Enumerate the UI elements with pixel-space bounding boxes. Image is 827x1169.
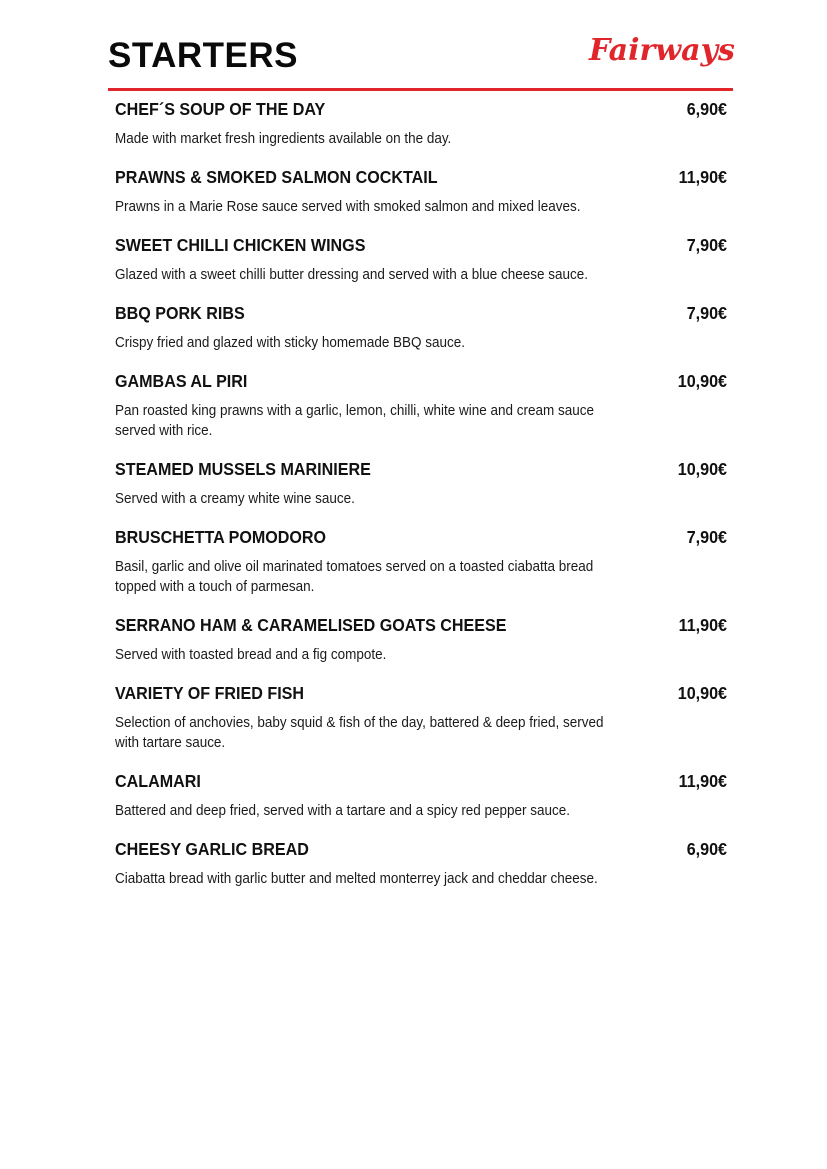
menu-item-header bbox=[115, 234, 727, 256]
menu-item-header bbox=[115, 302, 727, 324]
menu-item-name: BRUSCHETTA POMODORO bbox=[115, 527, 327, 547]
menu-item bbox=[115, 770, 727, 821]
menu-item-price: 11,90€ bbox=[678, 167, 728, 187]
page-title: STARTERS bbox=[108, 36, 299, 75]
fairways-logo bbox=[585, 24, 735, 84]
menu-item-header bbox=[115, 166, 727, 188]
menu-list bbox=[115, 98, 727, 906]
logo-text: Fairways bbox=[589, 33, 735, 68]
menu-item bbox=[115, 302, 727, 353]
menu-item-price: 10,90€ bbox=[677, 683, 728, 703]
menu-item-name: CHEF´S SOUP OF THE DAY bbox=[115, 99, 326, 119]
menu-item-header bbox=[115, 838, 727, 860]
menu-item-description: Crispy fried and glazed with sticky homemade BBQ sauce. bbox=[115, 335, 466, 351]
menu-item-price: 10,90€ bbox=[677, 459, 728, 479]
menu-item-price: 7,90€ bbox=[686, 527, 728, 547]
menu-item-header bbox=[115, 526, 727, 548]
header-divider bbox=[108, 88, 733, 91]
menu-item-header bbox=[115, 682, 727, 704]
menu-item-name: PRAWNS & SMOKED SALMON COCKTAIL bbox=[115, 167, 438, 187]
menu-item bbox=[115, 526, 727, 597]
menu-item-header bbox=[115, 614, 727, 636]
menu-item-price: 6,90€ bbox=[686, 99, 728, 119]
menu-item-price: 11,90€ bbox=[678, 771, 728, 791]
menu-item bbox=[115, 458, 727, 509]
menu-item-description: Prawns in a Marie Rose sauce served with smoked salmon and mixed leaves. bbox=[115, 199, 581, 215]
menu-item-name: STEAMED MUSSELS MARINIERE bbox=[115, 459, 371, 479]
menu-item-price: 11,90€ bbox=[678, 615, 728, 635]
menu-item-description: Selection of anchovies, baby squid & fish of the day, battered & deep fried, served with tartare sauce. bbox=[115, 715, 604, 751]
page-header bbox=[0, 0, 827, 95]
menu-item-name: GAMBAS AL PIRI bbox=[115, 371, 248, 391]
menu-item bbox=[115, 370, 727, 441]
menu-item-description: Made with market fresh ingredients available on the day. bbox=[115, 131, 452, 147]
menu-item bbox=[115, 98, 727, 149]
menu-item-header bbox=[115, 770, 727, 792]
menu-item bbox=[115, 166, 727, 217]
menu-item-name: CHEESY GARLIC BREAD bbox=[115, 839, 309, 859]
menu-item-description: Battered and deep fried, served with a tartare and a spicy red pepper sauce. bbox=[115, 803, 571, 819]
menu-item bbox=[115, 234, 727, 285]
menu-item-description: Served with a creamy white wine sauce. bbox=[115, 491, 355, 507]
menu-item-description: Ciabatta bread with garlic butter and melted monterrey jack and cheddar cheese. bbox=[115, 871, 598, 887]
menu-item-price: 6,90€ bbox=[686, 839, 728, 859]
menu-item-price: 10,90€ bbox=[677, 371, 728, 391]
menu-item bbox=[115, 614, 727, 665]
menu-item-name: BBQ PORK RIBS bbox=[115, 303, 245, 323]
menu-item-price: 7,90€ bbox=[686, 303, 728, 323]
menu-item-header bbox=[115, 458, 727, 480]
menu-item-header bbox=[115, 370, 727, 392]
menu-item-header bbox=[115, 98, 727, 120]
menu-item-name: CALAMARI bbox=[115, 771, 201, 791]
menu-item-description: Pan roasted king prawns with a garlic, lemon, chilli, white wine and cream sauce served with rice. bbox=[115, 403, 594, 439]
menu-item-description: Served with toasted bread and a fig compote. bbox=[115, 647, 387, 663]
menu-item bbox=[115, 682, 727, 753]
menu-item-name: SERRANO HAM & CARAMELISED GOATS CHEESE bbox=[115, 615, 507, 635]
menu-item-name: SWEET CHILLI CHICKEN WINGS bbox=[115, 235, 366, 255]
menu-item-price: 7,90€ bbox=[686, 235, 728, 255]
menu-item-name: VARIETY OF FRIED FISH bbox=[115, 683, 305, 703]
menu-item-description: Basil, garlic and olive oil marinated tomatoes served on a toasted ciabatta bread topped with a touch of parmesan. bbox=[115, 559, 594, 595]
menu-item bbox=[115, 838, 727, 889]
menu-item-description: Glazed with a sweet chilli butter dressing and served with a blue cheese sauce. bbox=[115, 267, 588, 283]
